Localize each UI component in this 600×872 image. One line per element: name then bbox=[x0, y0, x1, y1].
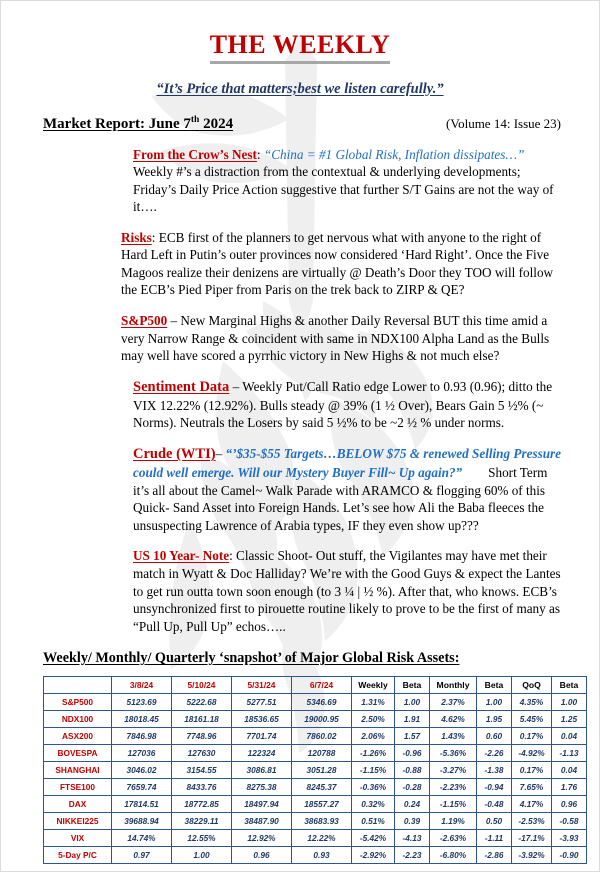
table-cell-value: 2.37% bbox=[430, 694, 477, 711]
section-risks bbox=[31, 229, 569, 299]
column-header-metric: Beta bbox=[552, 677, 587, 694]
table-cell-value: -1.13 bbox=[552, 745, 587, 762]
table-cell-value: -5.42% bbox=[352, 830, 395, 847]
table-cell-value: -2.23 bbox=[395, 847, 430, 864]
table-cell-value: 1.00 bbox=[172, 847, 232, 864]
table-cell-value: 3046.02 bbox=[112, 762, 172, 779]
section-body: Short Term it’s all about the Camel~ Walk Parade with ARAMCO & flogging 60% of this Quick- Sand Asset into Foreign Hands. Let’s see how Ali the Baba fleeces the unsuspecting Lawrence of Arabia types, IF they even show up??? bbox=[133, 465, 548, 533]
table-cell-value: -1.38 bbox=[477, 762, 512, 779]
table-cell-value: -0.36% bbox=[352, 779, 395, 796]
table-cell-value: 12.92% bbox=[232, 830, 292, 847]
document-content bbox=[1, 1, 599, 864]
table-cell-value: 0.97 bbox=[112, 847, 172, 864]
table-cell-value: 38683.93 bbox=[292, 813, 352, 830]
table-cell-value: 14.74% bbox=[112, 830, 172, 847]
table-cell-value: 8275.38 bbox=[232, 779, 292, 796]
table-cell-value: 0.24 bbox=[395, 796, 430, 813]
section-separator: : bbox=[256, 146, 264, 162]
table-cell-value: 7659.74 bbox=[112, 779, 172, 796]
section-body: Classic Shoot- Out stuff, the Vigilantes may have met their match in Wyatt & Doc Halliday? We’re with the Good Guys & expect the Lantes to get run outta town soon enough (to 3 ¼ | ½ %). After that, who knows. ECB’s unsynchronized first to pirouette routine likely to prove to be the first of many as “Pull Up, Pull Up” echos….. bbox=[133, 548, 561, 634]
table-row bbox=[44, 694, 587, 711]
table-cell-value: -3.92% bbox=[512, 847, 552, 864]
table-cell-value: 7748.96 bbox=[172, 728, 232, 745]
table-cell-value: 7.65% bbox=[512, 779, 552, 796]
table-cell-value: 18497.94 bbox=[232, 796, 292, 813]
table-cell-value: 17814.51 bbox=[112, 796, 172, 813]
table-row bbox=[44, 830, 587, 847]
table-row bbox=[44, 728, 587, 745]
table-cell-value: 18018.45 bbox=[112, 711, 172, 728]
section-body: New Marginal Highs & another Daily Reversal BUT this time amid a very Narrow Range & coincident with same in NDX100 Alpha Land as the Bulls may well have scored a pyrrhic victory in New Highs & not much else? bbox=[121, 312, 550, 364]
column-header-date: 3/8/24 bbox=[112, 677, 172, 694]
tagline: “It’s Price that matters;best we listen carefully.” bbox=[156, 80, 444, 97]
table-cell-value: -2.26 bbox=[477, 745, 512, 762]
table-cell-value: 5.45% bbox=[512, 711, 552, 728]
table-cell-value: -0.48 bbox=[477, 796, 512, 813]
table-cell-value: 5222.68 bbox=[172, 694, 232, 711]
section-us-10-year-note bbox=[31, 547, 569, 635]
column-header-date: 6/7/24 bbox=[292, 677, 352, 694]
table-cell-value: 1.95 bbox=[477, 711, 512, 728]
table-heading: Weekly/ Monthly/ Quarterly ‘snapshot’ of Major Global Risk Assets: bbox=[43, 650, 460, 667]
section-crude-wti bbox=[31, 445, 569, 534]
table-cell-value: 127630 bbox=[172, 745, 232, 762]
masthead bbox=[31, 31, 569, 64]
table-corner-cell bbox=[44, 677, 112, 694]
table-cell-value: -17.1% bbox=[512, 830, 552, 847]
row-label: VIX bbox=[44, 830, 112, 847]
table-cell-value: 2.50% bbox=[352, 711, 395, 728]
table-cell-value: 12.55% bbox=[172, 830, 232, 847]
table-cell-value: 39688.94 bbox=[112, 813, 172, 830]
table-cell-value: -1.15% bbox=[352, 762, 395, 779]
table-cell-value: 127036 bbox=[112, 745, 172, 762]
table-cell-value: 4.62% bbox=[430, 711, 477, 728]
table-cell-value: -2.23% bbox=[430, 779, 477, 796]
table-cell-value: 2.06% bbox=[352, 728, 395, 745]
table-cell-value: 0.60 bbox=[477, 728, 512, 745]
table-cell-value: 1.25 bbox=[552, 711, 587, 728]
table-cell-value: 0.96 bbox=[552, 796, 587, 813]
table-cell-value: -0.88 bbox=[395, 762, 430, 779]
table-cell-value: 5277.51 bbox=[232, 694, 292, 711]
table-cell-value: 1.57 bbox=[395, 728, 430, 745]
table-cell-value: 4.35% bbox=[512, 694, 552, 711]
table-cell-value: -2.86 bbox=[477, 847, 512, 864]
table-cell-value: -2.63% bbox=[430, 830, 477, 847]
table-cell-value: 0.50 bbox=[477, 813, 512, 830]
table-cell-value: 7860.02 bbox=[292, 728, 352, 745]
column-header-metric: QoQ bbox=[512, 677, 552, 694]
column-header-metric: Monthly bbox=[430, 677, 477, 694]
table-row bbox=[44, 847, 587, 864]
table-cell-value: -3.93 bbox=[552, 830, 587, 847]
table-cell-value: 12.22% bbox=[292, 830, 352, 847]
row-label: SHANGHAI bbox=[44, 762, 112, 779]
column-header-date: 5/31/24 bbox=[232, 677, 292, 694]
table-row bbox=[44, 813, 587, 830]
table-cell-value: -6.80% bbox=[430, 847, 477, 864]
section-label: Risks bbox=[121, 229, 152, 245]
table-cell-value: 7701.74 bbox=[232, 728, 292, 745]
table-cell-value: 7846.98 bbox=[112, 728, 172, 745]
table-cell-value: -0.90 bbox=[552, 847, 587, 864]
section-label: Crude (WTI) bbox=[133, 445, 216, 462]
table-cell-value: -4.92% bbox=[512, 745, 552, 762]
volume-issue: (Volume 14: Issue 23) bbox=[446, 115, 561, 131]
section-sp500 bbox=[31, 312, 569, 365]
section-crows-nest bbox=[31, 146, 569, 216]
table-cell-value: 8433.76 bbox=[172, 779, 232, 796]
section-paragraph bbox=[43, 229, 565, 299]
table-cell-value: 5123.69 bbox=[112, 694, 172, 711]
table-cell-value: 0.51% bbox=[352, 813, 395, 830]
table-row bbox=[44, 779, 587, 796]
table-cell-value: 0.39 bbox=[395, 813, 430, 830]
section-paragraph bbox=[43, 547, 565, 635]
table-cell-value: 18161.18 bbox=[172, 711, 232, 728]
section-separator: – bbox=[167, 312, 181, 328]
section-body: ECB first of the planners to get nervous what with anyone to the right of Hard Left in Putin’s outer provinces now considered ‘Hard Right’. Once the Five Magoos realize their denizens are virtually @ Death’s Door they TOO will follow the ECB’s Pied Piper from Paris on the trek back to ZIRP & QE? bbox=[121, 229, 554, 298]
table-cell-value: 122324 bbox=[232, 745, 292, 762]
table-cell-value: -1.15% bbox=[430, 796, 477, 813]
table-cell-value: 0.96 bbox=[232, 847, 292, 864]
section-separator: – bbox=[215, 445, 226, 461]
row-label: S&P500 bbox=[44, 694, 112, 711]
table-cell-value: -0.94 bbox=[477, 779, 512, 796]
column-header-metric: Beta bbox=[477, 677, 512, 694]
table-cell-value: -0.58 bbox=[552, 813, 587, 830]
table-cell-value: 18557.27 bbox=[292, 796, 352, 813]
section-quote: “China = #1 Global Risk, Inflation dissipates…” bbox=[263, 146, 525, 162]
section-label: From the Crow’s Nest bbox=[133, 146, 257, 162]
table-cell-value: 18536.65 bbox=[232, 711, 292, 728]
report-header-row bbox=[31, 115, 569, 133]
table-cell-value: 1.00 bbox=[395, 694, 430, 711]
table-cell-value: -1.11 bbox=[477, 830, 512, 847]
section-body: Weekly Put/Call Ratio edge Lower to 0.93 (0.96); ditto the VIX 12.22% (12.92%). Bulls steady @ 39% (1 ½ Over), Bears Gain 5 ½% (~ Norms). Neutrals the Losers by said 5 ½% to be ~2 ½ % under norms. bbox=[133, 378, 553, 431]
table-cell-value: 0.93 bbox=[292, 847, 352, 864]
section-paragraph bbox=[43, 312, 565, 365]
table-row bbox=[44, 745, 587, 762]
section-paragraph bbox=[43, 146, 565, 216]
table-cell-value: 0.17% bbox=[512, 762, 552, 779]
table-header-row bbox=[44, 677, 587, 694]
table-cell-value: -2.92% bbox=[352, 847, 395, 864]
tagline-row bbox=[31, 80, 569, 98]
report-title bbox=[43, 115, 233, 133]
table-cell-value: -0.28 bbox=[395, 779, 430, 796]
table-cell-value: 0.04 bbox=[552, 728, 587, 745]
table-cell-value: -3.27% bbox=[430, 762, 477, 779]
table-cell-value: 120788 bbox=[292, 745, 352, 762]
row-label: FTSE100 bbox=[44, 779, 112, 796]
report-title-ordinal: th bbox=[190, 114, 200, 125]
table-cell-value: 8245.37 bbox=[292, 779, 352, 796]
table-cell-value: 0.32% bbox=[352, 796, 395, 813]
table-body bbox=[44, 694, 587, 864]
table-row bbox=[44, 711, 587, 728]
column-header-metric: Weekly bbox=[352, 677, 395, 694]
table-cell-value: -1.26% bbox=[352, 745, 395, 762]
column-header-date: 5/10/24 bbox=[172, 677, 232, 694]
row-label: ASX200 bbox=[44, 728, 112, 745]
report-title-main: Market Report: June 7 bbox=[43, 115, 191, 132]
table-cell-value: 1.00 bbox=[477, 694, 512, 711]
section-separator: : bbox=[229, 548, 237, 564]
report-title-year: 2024 bbox=[199, 115, 234, 132]
table-cell-value: 38487.90 bbox=[232, 813, 292, 830]
table-cell-value: 1.43% bbox=[430, 728, 477, 745]
section-label: Sentiment Data bbox=[133, 378, 230, 395]
section-label: S&P500 bbox=[121, 312, 168, 328]
section-separator: : bbox=[151, 229, 159, 245]
table-cell-value: 19000.95 bbox=[292, 711, 352, 728]
table-cell-value: 1.00 bbox=[552, 694, 587, 711]
row-label: NIKKEI225 bbox=[44, 813, 112, 830]
table-cell-value: 1.76 bbox=[552, 779, 587, 796]
row-label: DAX bbox=[44, 796, 112, 813]
table-cell-value: 0.04 bbox=[552, 762, 587, 779]
table-cell-value: 18772.85 bbox=[172, 796, 232, 813]
section-paragraph bbox=[43, 445, 565, 534]
table-cell-value: -4.13 bbox=[395, 830, 430, 847]
page-title: THE WEEKLY bbox=[210, 31, 391, 64]
section-quote: “’$35-$55 Targets…BELOW $75 & renewed Selling Pressure could well emerge. Will our Mystery Buyer Fill~ Up again?” bbox=[133, 445, 562, 481]
row-label: NDX100 bbox=[44, 711, 112, 728]
table-cell-value: -5.36% bbox=[430, 745, 477, 762]
section-separator: – bbox=[229, 378, 243, 394]
table-row bbox=[44, 762, 587, 779]
table-cell-value: 3051.28 bbox=[292, 762, 352, 779]
section-sentiment-data bbox=[31, 378, 569, 432]
table-cell-value: 3154.55 bbox=[172, 762, 232, 779]
section-body: Weekly #’s a distraction from the contextual & underlying developments; Friday’s Daily Price Action suggestive that further S/T Gains are not the way of it…. bbox=[133, 164, 554, 215]
table-cell-value: -2.53% bbox=[512, 813, 552, 830]
table-cell-value: -0.96 bbox=[395, 745, 430, 762]
table-cell-value: 0.17% bbox=[512, 728, 552, 745]
table-cell-value: 4.17% bbox=[512, 796, 552, 813]
table-cell-value: 1.31% bbox=[352, 694, 395, 711]
table-cell-value: 1.91 bbox=[395, 711, 430, 728]
table-cell-value: 3086.81 bbox=[232, 762, 292, 779]
section-paragraph bbox=[43, 378, 565, 432]
column-header-metric: Beta bbox=[395, 677, 430, 694]
table-cell-value: 1.19% bbox=[430, 813, 477, 830]
risk-assets-table-wrap bbox=[31, 676, 579, 864]
table-cell-value: 38229.11 bbox=[172, 813, 232, 830]
table-cell-value: 5346.69 bbox=[292, 694, 352, 711]
row-label: 5-Day P/C bbox=[44, 847, 112, 864]
table-row bbox=[44, 796, 587, 813]
row-label: BOVESPA bbox=[44, 745, 112, 762]
section-label: US 10 Year- Note bbox=[133, 548, 230, 564]
risk-assets-table bbox=[43, 676, 587, 864]
